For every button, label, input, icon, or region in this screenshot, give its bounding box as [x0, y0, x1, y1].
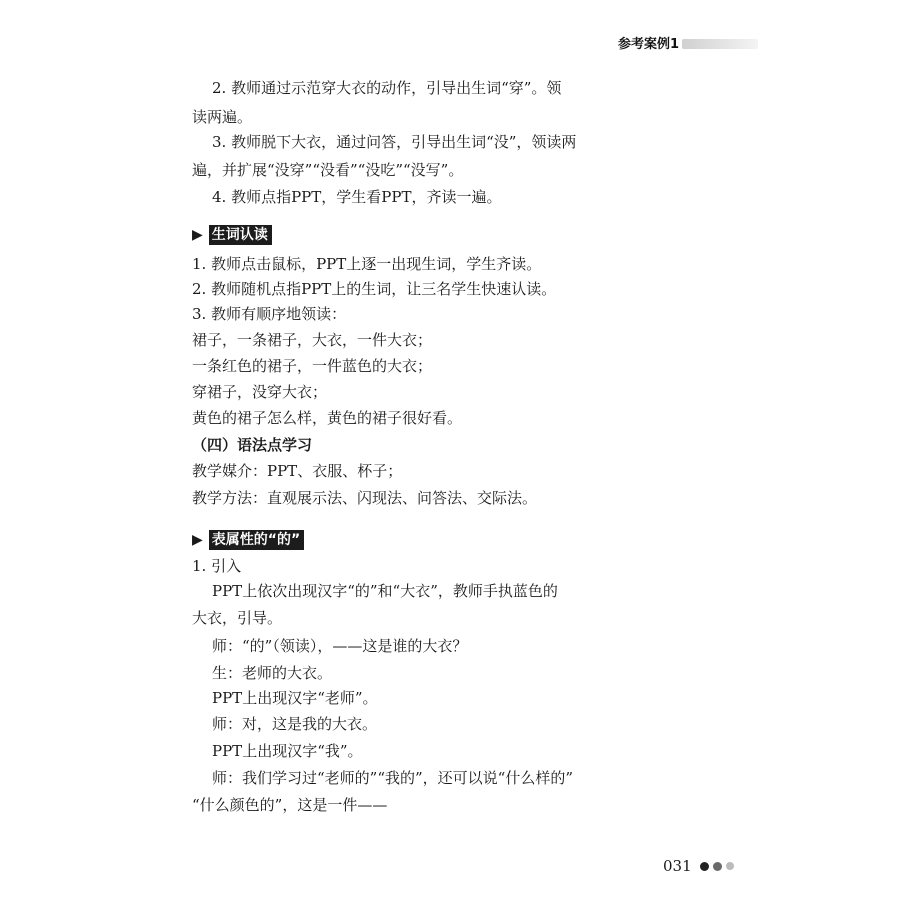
page-number: 031: [663, 857, 692, 875]
paragraph-line: PPT上出现汉字“我”。: [212, 742, 363, 760]
paragraph-line: 大衣，引导。: [192, 609, 283, 627]
paragraph-line: 教学媒介：PPT、衣服、杯子；: [192, 462, 403, 480]
paragraph-line: “什么颜色的”，这是一件——: [192, 796, 388, 814]
paragraph-line: 4. 教师点指PPT，学生看PPT，齐读一遍。: [212, 188, 502, 206]
header-decoration: [682, 39, 758, 49]
paragraph-line: 3. 教师脱下大衣，通过问答，引导出生词“没”，领读两: [212, 133, 577, 151]
paragraph-line: 1. 教师点击鼠标，PPT上逐一出现生词，学生齐读。: [192, 255, 542, 273]
section-label: 表属性的“的”: [209, 530, 304, 550]
section-heading-vocab: [192, 225, 272, 245]
paragraph-line: 遍，并扩展“没穿”“没看”“没吃”“没写”。: [192, 161, 464, 179]
triangle-bullet-icon: ▶: [192, 227, 203, 243]
paragraph-line: 教学方法：直观展示法、闪现法、问答法、交际法。: [192, 489, 538, 507]
triangle-bullet-icon: ▶: [192, 532, 203, 548]
header-title: 参考案例1: [618, 37, 680, 52]
paragraph-line: 2. 教师随机点指PPT上的生词，让三名学生快速认读。: [192, 280, 557, 298]
dot-icon: [700, 862, 709, 871]
paragraph-line: PPT上出现汉字“老师”。: [212, 689, 378, 707]
paragraph-line: 2. 教师通过示范穿大衣的动作，引导出生词“穿”。领: [212, 79, 562, 97]
paragraph-line: 生：老师的大衣。: [212, 664, 333, 682]
paragraph-line: 一条红色的裙子，一件蓝色的大衣；: [192, 357, 433, 375]
paragraph-line: 师：“的”（领读），——这是谁的大衣？: [212, 637, 468, 655]
paragraph-line: 师：对，这是我的大衣。: [212, 715, 378, 733]
paragraph-line: 读两遍。: [192, 108, 253, 126]
paragraph-line: 黄色的裙子怎么样，黄色的裙子很好看。: [192, 409, 463, 427]
dot-icon: [713, 862, 722, 871]
paragraph-line: 1. 引入: [192, 557, 242, 575]
paragraph-line: 裙子，一条裙子，大衣，一件大衣；: [192, 331, 433, 349]
dot-icon: [726, 862, 734, 870]
page-footer: [663, 857, 738, 875]
section-label: 生词认读: [209, 225, 272, 245]
paragraph-line: 穿裙子，没穿大衣；: [192, 383, 328, 401]
section-heading-grammar: [192, 530, 304, 550]
running-header: [600, 32, 770, 54]
subsection-heading: （四）语法点学习: [192, 436, 313, 454]
paragraph-line: 师：我们学习过“老师的”“我的”，还可以说“什么样的”: [212, 769, 574, 787]
paragraph-line: 3. 教师有顺序地领读：: [192, 305, 347, 323]
paragraph-line: PPT上依次出现汉字“的”和“大衣”，教师手执蓝色的: [212, 582, 558, 600]
